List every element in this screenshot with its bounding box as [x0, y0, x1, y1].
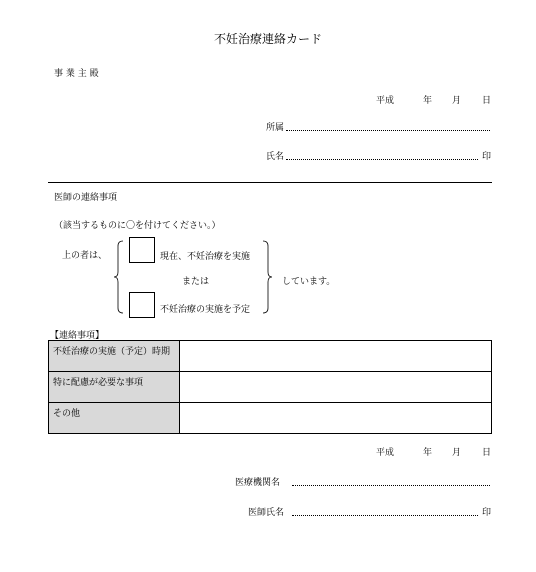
right-brace: [262, 240, 272, 314]
doctor-name-label: 医師氏名: [248, 508, 285, 518]
institution-label: 医療機関名: [235, 478, 281, 488]
row-value[interactable]: [180, 341, 492, 372]
instruction-text: （該当するものに〇を付けてください。）: [54, 221, 221, 231]
row-value[interactable]: [180, 372, 492, 403]
table-row: [49, 341, 492, 372]
row-label: 不妊治療の実施（予定）時期: [49, 341, 180, 372]
section-heading: 医師の連絡事項: [54, 193, 118, 203]
subject-prefix: 上の者は、: [62, 251, 108, 261]
name-field[interactable]: [286, 159, 478, 160]
affiliation-label: 所属: [266, 123, 285, 133]
employer-addressee: 事 業 主 殿: [54, 69, 99, 79]
planned-treatment-checkbox[interactable]: [129, 292, 155, 318]
contact-table: [48, 340, 492, 434]
row-label: 特に配慮が必要な事項: [49, 372, 180, 403]
row-value[interactable]: [180, 403, 492, 434]
month-label: 月: [452, 448, 462, 458]
day-label: 日: [482, 448, 492, 458]
card-title: 不妊治療連絡カード: [213, 32, 322, 46]
doctor-seal-mark: 印: [482, 508, 492, 518]
doctor-name-field[interactable]: [292, 515, 478, 516]
institution-field[interactable]: [292, 485, 490, 486]
option-current-treatment: 現在、不妊治療を実施: [160, 252, 251, 262]
section-divider: [48, 182, 492, 183]
contact-heading: 【連絡事項】: [50, 331, 105, 341]
or-text: または: [182, 277, 210, 287]
current-treatment-checkbox[interactable]: [129, 237, 155, 263]
year-label: 年: [423, 96, 433, 106]
month-label: 月: [452, 96, 462, 106]
affiliation-field[interactable]: [286, 130, 490, 131]
era-label: 平成: [376, 448, 395, 458]
seal-mark: 印: [482, 152, 492, 162]
left-brace: [114, 240, 124, 314]
name-label: 氏名: [266, 152, 285, 162]
table-row: [49, 403, 492, 434]
era-label: 平成: [376, 96, 395, 106]
day-label: 日: [482, 96, 492, 106]
option-planned-treatment: 不妊治療の実施を予定: [160, 305, 251, 315]
row-label: その他: [49, 403, 180, 434]
subject-suffix: しています。: [282, 277, 336, 287]
year-label: 年: [423, 448, 433, 458]
table-row: [49, 372, 492, 403]
